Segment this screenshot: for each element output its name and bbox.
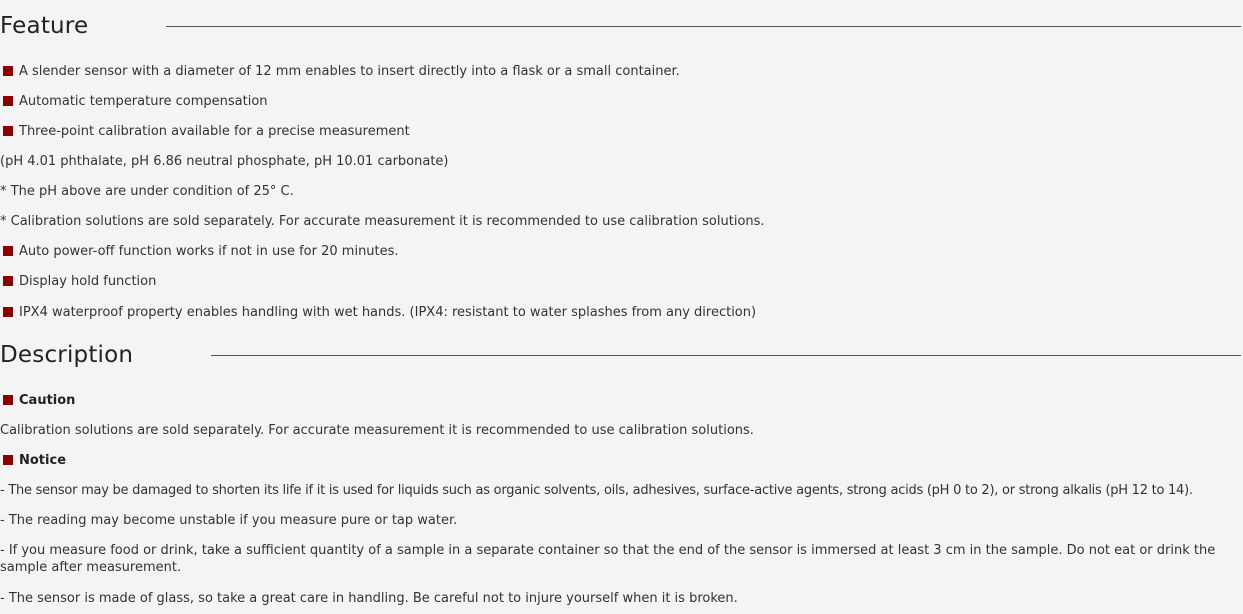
feature-item: Display hold function — [0, 273, 1243, 290]
feature-item: Auto power-off function works if not in use for 20 minutes. — [0, 243, 1243, 260]
feature-header — [0, 13, 1241, 39]
notice-item: - The reading may become unstable if you measure pure or tap water. — [0, 513, 458, 528]
notice-heading: Notice — [0, 452, 1243, 469]
feature-title: Feature — [0, 13, 89, 39]
bullet-square-icon — [3, 276, 13, 286]
caution-text: Calibration solutions are sold separately. For accurate measurement it is recommended to use calibration solutions. — [0, 423, 754, 438]
description-rule — [211, 355, 1241, 356]
feature-item: Three-point calibration available for a precise measurement — [0, 123, 1243, 140]
feature-note: * Calibration solutions are sold separately. For accurate measurement it is recommended to use calibration solutions. — [0, 214, 765, 229]
caution-heading: Caution — [0, 392, 1243, 409]
bullet-square-icon — [3, 455, 13, 465]
description-header — [0, 342, 1241, 368]
feature-item: IPX4 waterproof property enables handling with wet hands. (IPX4: resistant to water splashes from any direction) — [0, 304, 1243, 321]
bullet-square-icon — [3, 126, 13, 136]
notice-item: - The sensor is made of glass, so take a great care in handling. Be careful not to injure yourself when it is broken. — [0, 591, 738, 606]
bullet-square-icon — [3, 96, 13, 106]
feature-note: (pH 4.01 phthalate, pH 6.86 neutral phosphate, pH 10.01 carbonate) — [0, 154, 449, 169]
feature-rule — [166, 26, 1241, 27]
bullet-square-icon — [3, 307, 13, 317]
bullet-square-icon — [3, 66, 13, 76]
feature-item: A slender sensor with a diameter of 12 mm enables to insert directly into a flask or a small container. — [0, 63, 1243, 80]
description-title: Description — [0, 342, 134, 368]
notice-item: - If you measure food or drink, take a sufficient quantity of a sample in a separate container so that the end of the sensor is immersed at least 3 cm in the sample. Do not eat or drink the sample after measurement. — [0, 543, 1216, 575]
feature-note: * The pH above are under condition of 25° C. — [0, 184, 294, 199]
bullet-square-icon — [3, 246, 13, 256]
feature-item: Automatic temperature compensation — [0, 93, 1243, 110]
notice-item: - The sensor may be damaged to shorten its life if it is used for liquids such as organic solvents, oils, adhesives, surface-active agents, strong acids (pH 0 to 2), or strong alkalis (pH 12 to 14). — [0, 483, 1193, 498]
bullet-square-icon — [3, 395, 13, 405]
